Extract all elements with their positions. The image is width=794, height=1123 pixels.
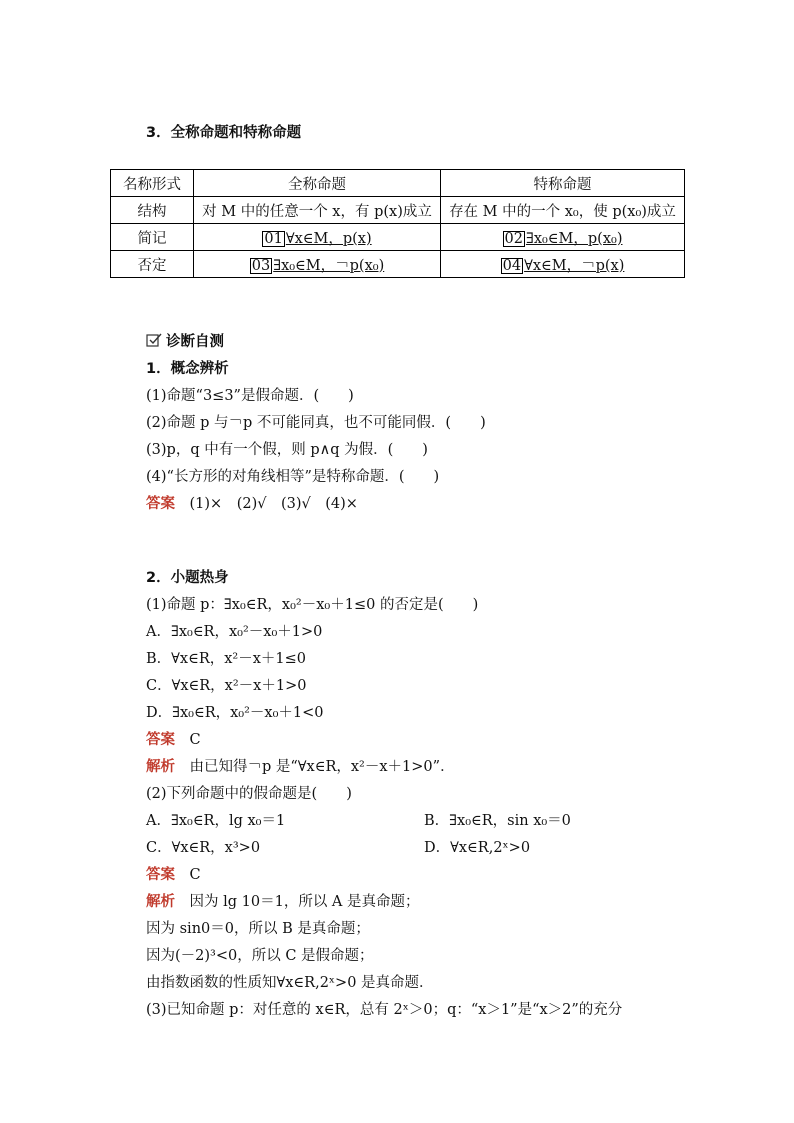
blank-number: 01 (264, 230, 283, 247)
answer-text: C (189, 867, 201, 883)
answer-text: (1)× (2)√ (3)√ (4)× (189, 496, 358, 512)
check-pencil-icon (146, 332, 162, 352)
q2-p3-stem: (3)已知命题 p：对任意的 x∈R，总有 2ˣ＞0；q：“x＞1”是“x＞2”的充分 (146, 1002, 623, 1018)
table-header-cell: 名称形式 (111, 170, 194, 197)
blank-number: 03 (251, 257, 271, 274)
table-header-row (111, 170, 685, 197)
blank-answer: ∀x∈M，￢p(x) (524, 257, 625, 274)
row-label: 简记 (111, 224, 194, 251)
q1-item: (3)p，q 中有一个假，则 p∧q 为假．( ) (146, 442, 428, 458)
q2-p2-stem: (2)下列命题中的假命题是( ) (146, 786, 352, 802)
table-row (111, 197, 685, 224)
q2-p1-analysis-line (146, 755, 455, 776)
q2-p1-option: C．∀x∈R，x²－x＋1>0 (146, 678, 307, 694)
q2-p2-analysis-line (146, 890, 420, 911)
table-cell: 存在 M 中的一个 x₀，使 p(x₀)成立 (441, 197, 685, 224)
q2-p2-option: D．∀x∈R,2ˣ>0 (424, 840, 531, 856)
analysis-text: 因为 lg 10＝1，所以 A 是真命题； (189, 894, 420, 910)
answer-text: C (189, 732, 201, 748)
blank-number: 02 (504, 230, 523, 247)
q2-p2-option: B．∃x₀∈R，sin x₀＝0 (424, 813, 571, 829)
analysis-label: 解析 (146, 758, 175, 775)
table-cell (194, 251, 441, 278)
q2-p2-option: A．∃x₀∈R，lg x₀＝1 (146, 813, 286, 829)
blank-answer: ∃x₀∈M，p(x₀) (525, 230, 623, 247)
analysis-text: 因为 sin0＝0，所以 B 是真命题； (146, 921, 370, 937)
q2-title: 2．小题热身 (146, 570, 229, 586)
table-cell (441, 251, 685, 278)
proposition-table (110, 169, 685, 278)
section-title: 3．全称命题和特称命题 (146, 125, 302, 141)
q2-p2-answer-line (146, 863, 201, 884)
table-header-cell: 全称命题 (194, 170, 441, 197)
q1-item: (4)“长方形的对角线相等”是特称命题．( ) (146, 469, 440, 485)
table-row (111, 224, 685, 251)
table-header-cell: 特称命题 (441, 170, 685, 197)
blank-answer: ∃x₀∈M，￢p(x₀) (273, 257, 385, 274)
answer-label: 答案 (146, 731, 175, 748)
q2-p1-option: B．∀x∈R，x²－x＋1≤0 (146, 651, 307, 667)
row-label: 否定 (111, 251, 194, 278)
q1-title: 1．概念辨析 (146, 361, 229, 377)
q2-p2-option: C．∀x∈R，x³>0 (146, 840, 261, 856)
row-label: 结构 (111, 197, 194, 224)
q2-p1-answer-line (146, 728, 201, 749)
table-cell (441, 224, 685, 251)
answer-label: 答案 (146, 866, 175, 883)
q1-answer-line (146, 492, 358, 513)
table-cell (194, 224, 441, 251)
diagnosis-title: 诊断自测 (166, 334, 224, 350)
q2-p1-option: D．∃x₀∈R，x₀²－x₀＋1<0 (146, 705, 324, 721)
blank-answer: ∀x∈M，p(x) (285, 230, 372, 247)
analysis-text: 由指数函数的性质知∀x∈R,2ˣ>0 是真命题． (146, 975, 434, 991)
blank-number: 04 (502, 257, 522, 274)
diagnosis-heading (146, 330, 224, 352)
analysis-text: 因为(－2)³<0，所以 C 是假命题； (146, 948, 374, 964)
analysis-text: 由已知得￢p 是“∀x∈R，x²－x＋1>0”． (189, 759, 455, 775)
q2-p1-option: A．∃x₀∈R，x₀²－x₀＋1>0 (146, 624, 323, 640)
answer-label: 答案 (146, 495, 175, 512)
q2-p1-stem: (1)命题 p：∃x₀∈R，x₀²－x₀＋1≤0 的否定是( ) (146, 597, 479, 613)
table-cell: 对 M 中的任意一个 x，有 p(x)成立 (194, 197, 441, 224)
q1-item: (2)命题 p 与￢p 不可能同真，也不可能同假．( ) (146, 415, 486, 431)
analysis-label: 解析 (146, 893, 175, 910)
q1-item: (1)命题“3≤3”是假命题．( ) (146, 388, 354, 404)
table-row (111, 251, 685, 278)
